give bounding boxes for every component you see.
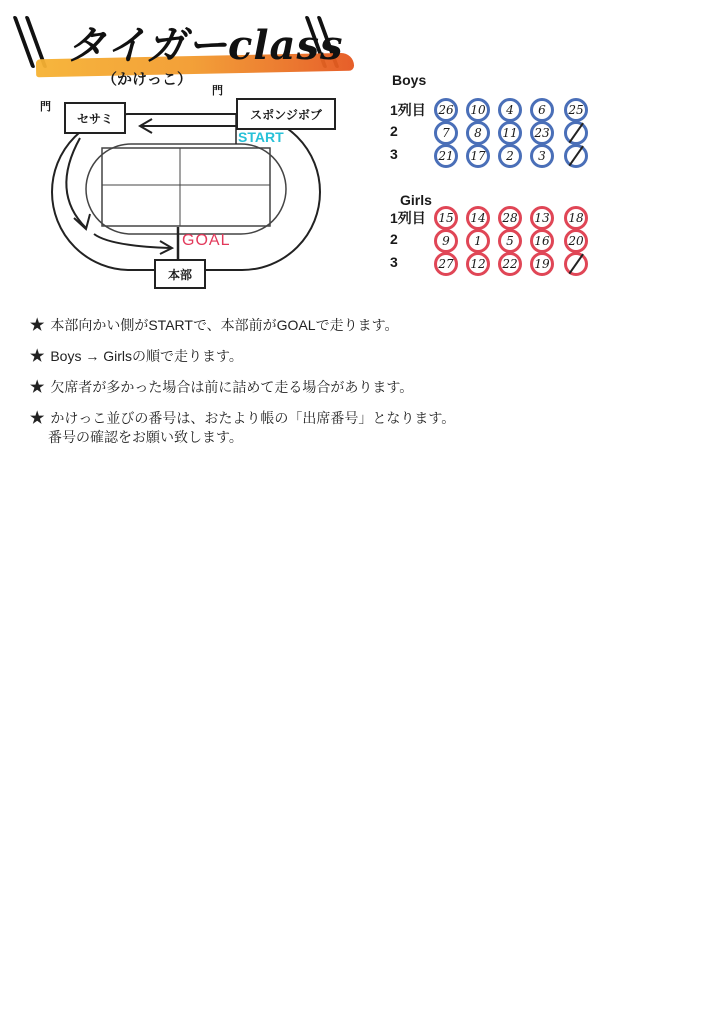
girls-number-circle: 18 [564,206,588,230]
girls-row-label: 1列目 [390,210,426,226]
track-inner [86,144,286,234]
girls-number-circle: 5 [498,229,522,253]
star-icon: ★ [30,379,45,396]
note-item: ★ かけっこ並びの番号は、おたより帳の「出席番号」となります。 [30,410,456,427]
girls-number-circle: 9 [434,229,458,253]
girls-number-circle: 15 [434,206,458,230]
course-label: （かけっこ） [102,70,193,88]
arrow-bottom [94,234,170,248]
girls-number-circle: 13 [530,206,554,230]
boys-number-circle: 3 [530,144,554,168]
girls-number-circle: 12 [466,252,490,276]
title-slash-left [13,16,36,68]
boys-number-circle: 10 [466,98,490,122]
start-label: START [238,129,284,145]
girls-row-label: 3 [390,254,398,270]
boys-row-label: 3 [390,146,398,162]
note-item: ★ 欠席者が多かった場合は前に詰めて走る場合があります。 [30,379,414,396]
boys-row-label: 1列目 [390,102,426,118]
page-title: タイガーclass [66,22,344,69]
boys-number-circle: 2 [498,144,522,168]
note-item: ★ 本部向かい側がSTARTで、本部前がGOALで走ります。 [30,317,399,334]
box-honbu: 本部 [154,259,206,289]
boys-number-circle: 6 [530,98,554,122]
gate-left-label: 門 [40,100,51,113]
note-item: ★ Boys → Girlsの順で走ります。 [30,348,243,365]
star-icon: ★ [30,317,45,334]
boys-number-circle: 4 [498,98,522,122]
boys-number-circle: 25 [564,98,588,122]
girls-row-label: 2 [390,231,398,247]
boys-number-circle: 17 [466,144,490,168]
note-item-continued: 番号の確認をお願い致します。 [48,429,243,445]
girls-number-circle: 19 [530,252,554,276]
girls-number-circle [564,252,588,276]
girls-number-circle: 14 [466,206,490,230]
notes-section [30,316,690,446]
boys-number-circle: 21 [434,144,458,168]
boys-row-label: 2 [390,123,398,139]
star-icon: ★ [30,410,45,427]
boys-number-circle: 7 [434,121,458,145]
boys-number-circle: 11 [498,121,522,145]
boys-number-circle: 23 [530,121,554,145]
goal-label: GOAL [182,232,231,249]
girls-number-circle: 20 [564,229,588,253]
girls-number-circle: 28 [498,206,522,230]
girls-number-circle: 22 [498,252,522,276]
girls-number-circle: 27 [434,252,458,276]
boys-number-circle [564,144,588,168]
field-rect [102,148,270,226]
box-sesami: セサミ [64,102,126,134]
star-icon: ★ [30,348,45,365]
girls-number-circle: 16 [530,229,554,253]
boys-number-circle [564,121,588,145]
boys-number-circle: 26 [434,98,458,122]
boys-number-circle: 8 [466,121,490,145]
arrow-left [66,138,86,228]
boys-title: Boys [392,72,427,88]
gate-right-label: 門 [212,84,223,97]
box-spongebob: スポンジボブ [236,98,336,130]
girls-number-circle: 1 [466,229,490,253]
girls-title: Girls [400,192,432,208]
